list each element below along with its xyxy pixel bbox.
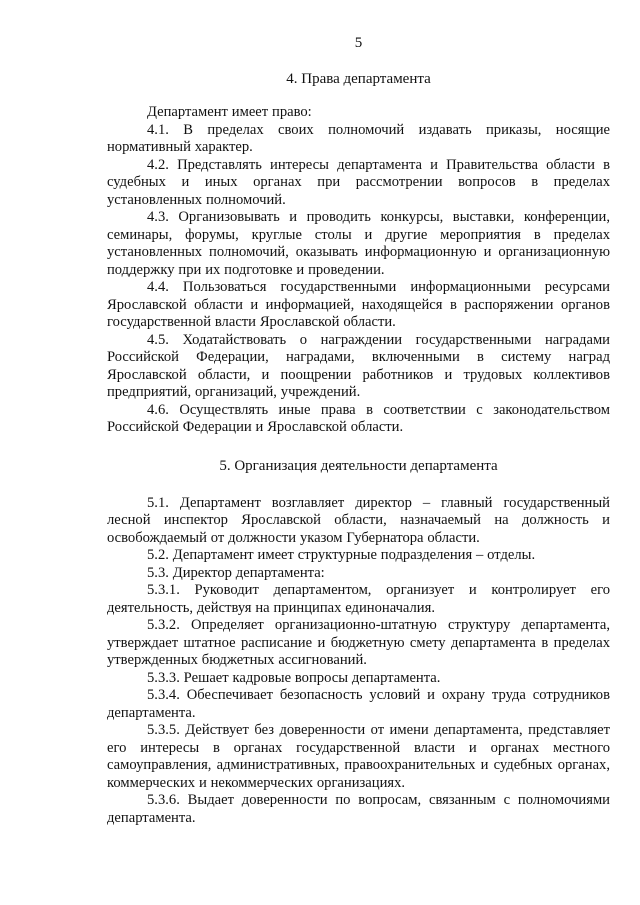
paragraph-4-4: 4.4. Пользоваться государственными информационными ресурсами Ярославской области и информацией, находящейся в распоряжении органов государственной власти Ярославской области. [107, 279, 610, 330]
paragraph-5-1: 5.1. Департамент возглавляет директор – главный государственный лесной инспектор Ярославской области, назначаемый на должность и освобождаемый от должности указом Губернатора области. [107, 494, 610, 546]
paragraph-5-3: 5.3. Директор департамента: [147, 564, 325, 581]
paragraph-4-5: 4.5. Ходатайствовать о награждении государственными наградами Российской Федерации, наградами, включенными в систему наград Ярославской области, и поощрении работников и трудовых коллективов предприятий, организаций, учреждений. [107, 331, 610, 400]
paragraph-4-3: 4.3. Организовывать и проводить конкурсы, выставки, конференции, семинары, форумы, круглые столы и другие мероприятия в пределах установленных полномочий, оказывать информационную и организационную поддержку при их подготовке и проведении. [107, 209, 610, 278]
page-number: 5 [354, 35, 363, 51]
paragraph-5-3-3: 5.3.3. Решает кадровые вопросы департамента. [147, 669, 441, 686]
section-organization [107, 457, 610, 828]
paragraph-4-2: 4.2. Представлять интересы департамента и Правительства области в судебных и иных органах при рассмотрении вопросов в пределах установленных полномочий. [107, 156, 610, 208]
paragraph-5-3-1: 5.3.1. Руководит департаментом, организует и контролирует его деятельность, действуя на принципах единоначалия. [107, 582, 610, 616]
paragraph-5-2: 5.2. Департамент имеет структурные подразделения – отделы. [147, 547, 536, 563]
paragraph-4-1: 4.1. В пределах своих полномочий издавать приказы, носящие нормативный характер. [107, 121, 610, 155]
section-rights [107, 70, 610, 437]
paragraph-5-3-4: 5.3.4. Обеспечивает безопасность условий и охрану труда сотрудников департамента. [107, 687, 610, 721]
section-organization-heading: 5. Организация деятельности департамента [219, 457, 498, 474]
paragraph-5-3-6: 5.3.6. Выдает доверенности по вопросам, связанным с полномочиями департамента. [107, 792, 610, 826]
paragraph-5-3-5: 5.3.5. Действует без доверенности от имени департамента, представляет его интересы в органах государственной власти и органах местного самоуправления, административных, правоохранительных и судебных органах, коммерческих и некоммерческих организациях. [107, 722, 610, 791]
paragraph-4-6: 4.6. Осуществлять иные права в соответствии с законодательством Российской Федерации и Ярославской области. [107, 401, 610, 435]
section-rights-heading: 4. Права департамента [286, 71, 431, 87]
section-rights-intro: Департамент имеет право: [147, 104, 312, 120]
paragraph-5-3-2: 5.3.2. Определяет организационно-штатную структуру департамента, утверждает штатное расписание и бюджетную смету департамента в пределах утвержденных бюджетных ассигнований. [107, 617, 610, 668]
